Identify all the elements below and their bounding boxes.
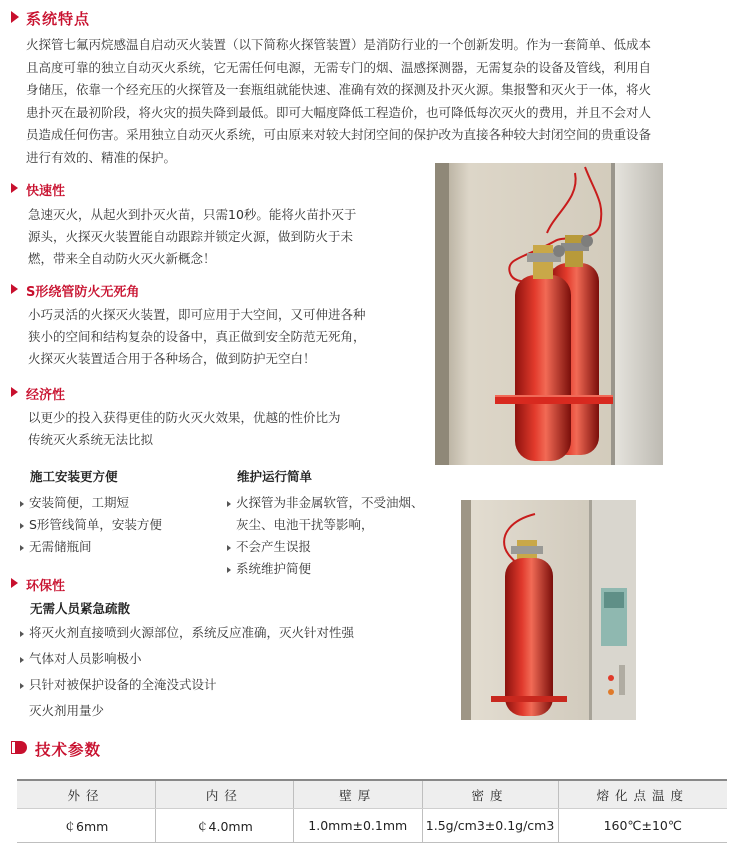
heading-maintain: 维护运行简单 [237, 469, 313, 484]
environment-item: 灭火剂用量少 [29, 703, 105, 718]
spec-value-cell: 1.0mm±0.1mm [293, 809, 422, 843]
spec-header-cell: 熔化点温度 [558, 780, 727, 809]
environment-item: 气体对人员影响极小 [20, 646, 354, 672]
spec-value-cell: 160℃±10℃ [558, 809, 727, 843]
heading-speed: 快速性 [26, 184, 66, 199]
heading-install: 施工安装更方便 [30, 469, 118, 484]
section-marker-icon [11, 387, 18, 397]
intro-line: 患扑灭在最初阶段，将火灾的损失降到最低。即可大幅度降低工程造价，也可降低每次灭火的费用，并且不会对人 [26, 104, 652, 120]
s-shape-text [28, 304, 428, 370]
fire-cylinders-photo [435, 163, 663, 465]
heading-s-shape: S形绕管防火无死角 [26, 285, 140, 300]
environment-list [20, 620, 354, 724]
section-title-features: 系统特点 [26, 10, 91, 28]
maintain-item: 不会产生误报 [227, 536, 424, 558]
intro-line: 且高度可靠的独立自动灭火系统，它无需任何电源，无需专门的烟、温感探测器，无需复杂的设备及管线，利用自 [26, 59, 652, 75]
spec-header-cell: 外径 [17, 780, 155, 809]
s-shape-line: 小巧灵活的火探灭火装置，即可应用于大空间，又可伸进各种 [28, 307, 366, 322]
economy-line: 传统灭火系统无法比拟 [28, 432, 154, 447]
spec-header-row [17, 780, 727, 809]
economy-line: 以更少的投入获得更佳的防火灭火效果，优越的性价比为 [28, 410, 341, 425]
economy-text [28, 407, 428, 451]
speed-line: 急速灭火，从起火到扑灭火苗，只需10秒。能将火苗扑灭于 [28, 207, 357, 222]
heading-environment: 环保性 [26, 579, 66, 594]
intro-line: 进行有效的、精准的保护。 [26, 149, 177, 165]
spec-header-cell: 密度 [422, 780, 558, 809]
heading-economy: 经济性 [26, 388, 66, 403]
maintain-item: 系统维护简便 [227, 558, 424, 580]
tech-marker-stripe [12, 742, 15, 753]
spec-value-cell: ￠4.0mm [155, 809, 293, 843]
spec-value-cell: 1.5g/cm3±0.1g/cm3 [422, 809, 558, 843]
spec-table [17, 779, 727, 843]
install-item: S形管线简单，安装方便 [20, 514, 162, 536]
section-marker-icon [11, 183, 18, 193]
section-marker-icon [11, 11, 19, 23]
speed-line: 燃，带来全自动防火灭火新概念！ [28, 251, 216, 266]
s-shape-line: 火探灭火装置适合用于各种场合，做到防护无空白！ [28, 351, 316, 366]
s-shape-line: 狭小的空间和结构复杂的设备中，真正做到安全防范无死角， [28, 329, 366, 344]
install-list [20, 492, 162, 558]
fire-cylinder-cabinet-photo [461, 500, 636, 720]
fire-cylinder-cabinet-illustration [461, 500, 636, 720]
speed-text [28, 204, 428, 270]
spec-header-cell: 内径 [155, 780, 293, 809]
speed-line: 源头，火探灭火装置能自动跟踪并锁定火源，做到防火于未 [28, 229, 354, 244]
install-item: 安装简便，工期短 [20, 492, 162, 514]
intro-line: 身储压，依靠一个经充压的火探管及一套瓶组就能快速、准确有效的探测及扑灭火源。集报警和灭火于一体，将火 [26, 82, 652, 97]
section-marker-icon [11, 284, 18, 294]
install-item: 无需储瓶间 [20, 536, 162, 558]
spec-value-row [17, 809, 727, 843]
environment-item: 只针对被保护设备的全淹没式设计 [20, 672, 354, 698]
spec-header-cell: 壁厚 [293, 780, 422, 809]
maintain-item: 灰尘、电池干扰等影响， [236, 517, 374, 532]
section-marker-icon [11, 578, 18, 588]
intro-line: 员造成任何伤害。采用独立自动灭火系统，可由原来对较大封闭空间的保护改为直接各种较大封闭空间的贵重设备 [26, 127, 652, 142]
maintain-list [227, 492, 424, 580]
section-title-tech: 技术参数 [35, 741, 102, 759]
heading-no-evacuation: 无需人员紧急疏散 [30, 601, 131, 616]
environment-item: 将灭火剂直接喷到火源部位，系统反应准确，灭火针对性强 [20, 620, 354, 646]
fire-cylinders-illustration [435, 163, 663, 465]
maintain-item: 火探管为非金属软管，不受油烟、 [227, 492, 424, 514]
spec-value-cell: ￠6mm [17, 809, 155, 843]
intro-paragraph [26, 34, 726, 169]
intro-line: 火探管七氟丙烷感温自启动灭火装置（以下简称火探管装置）是消防行业的一个创新发明。作为一套简单、低成本 [26, 37, 652, 52]
